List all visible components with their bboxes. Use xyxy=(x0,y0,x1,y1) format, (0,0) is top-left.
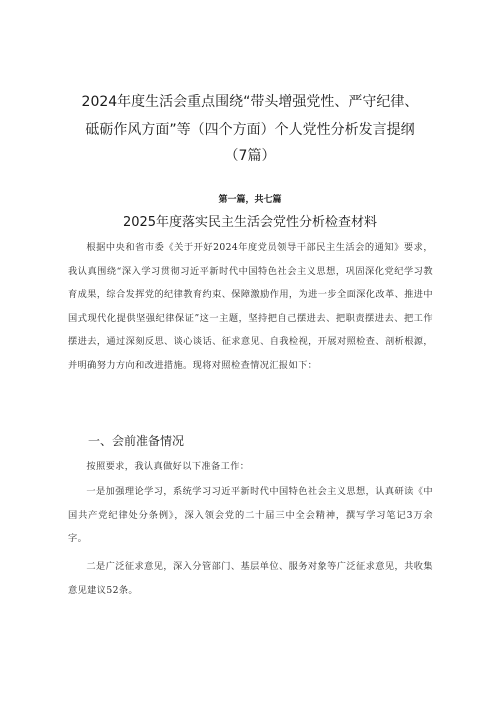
document-title-line-1: 2024年度生活会重点围绕“带头增强党性、严守纪律、 xyxy=(81,94,419,110)
document-title-line-2: 砥砺作风方面”等（四个方面）个人党性分析发言提纲 xyxy=(85,122,415,138)
preparation-item-2: 二是广泛征求意见，深入分管部门、基层单位、服务对象等广泛征求意见，共收集意见建议52条。 xyxy=(68,561,433,596)
section-subtitle: 2025年度落实民主生活会党性分析检查材料 xyxy=(122,215,378,230)
preparation-item-1: 一是加强理论学习，系统学习习近平新时代中国特色社会主义思想，认真研读《中国共产党纪律处分条例》，深入领会党的二十届三中全会精神，撰写学习笔记3万余字。 xyxy=(68,486,433,544)
intro-paragraph: 根据中央和省市委《关于开好2024年度党员领导干部民主生活会的通知》要求，我认真围绕“深入学习贯彻习近平新时代中国特色社会主义思想，巩固深化党纪学习教育成果，综合发挥党的纪律教育约束、保障激励作用，为进一步全面深化改革、推进中国式现代化提供坚强纪律保证”这一主题，坚持把自己摆进去、把职责摆进去、把工作摆进去，通过深刻反思、谈心谈话、征求意见、自我检视，开展对照检查、剖析根源，并明确努力方向和改进措施。现将对照检查情况汇报如下： xyxy=(68,242,433,371)
section-heading-preparation: 一、会前准备情况 xyxy=(88,434,185,448)
preparation-intro-paragraph: 按照要求，我认真做好以下准备工作： xyxy=(86,461,250,472)
section-label: 第一篇，共七篇 xyxy=(218,195,282,205)
document-title-line-3: （7篇） xyxy=(224,148,276,164)
